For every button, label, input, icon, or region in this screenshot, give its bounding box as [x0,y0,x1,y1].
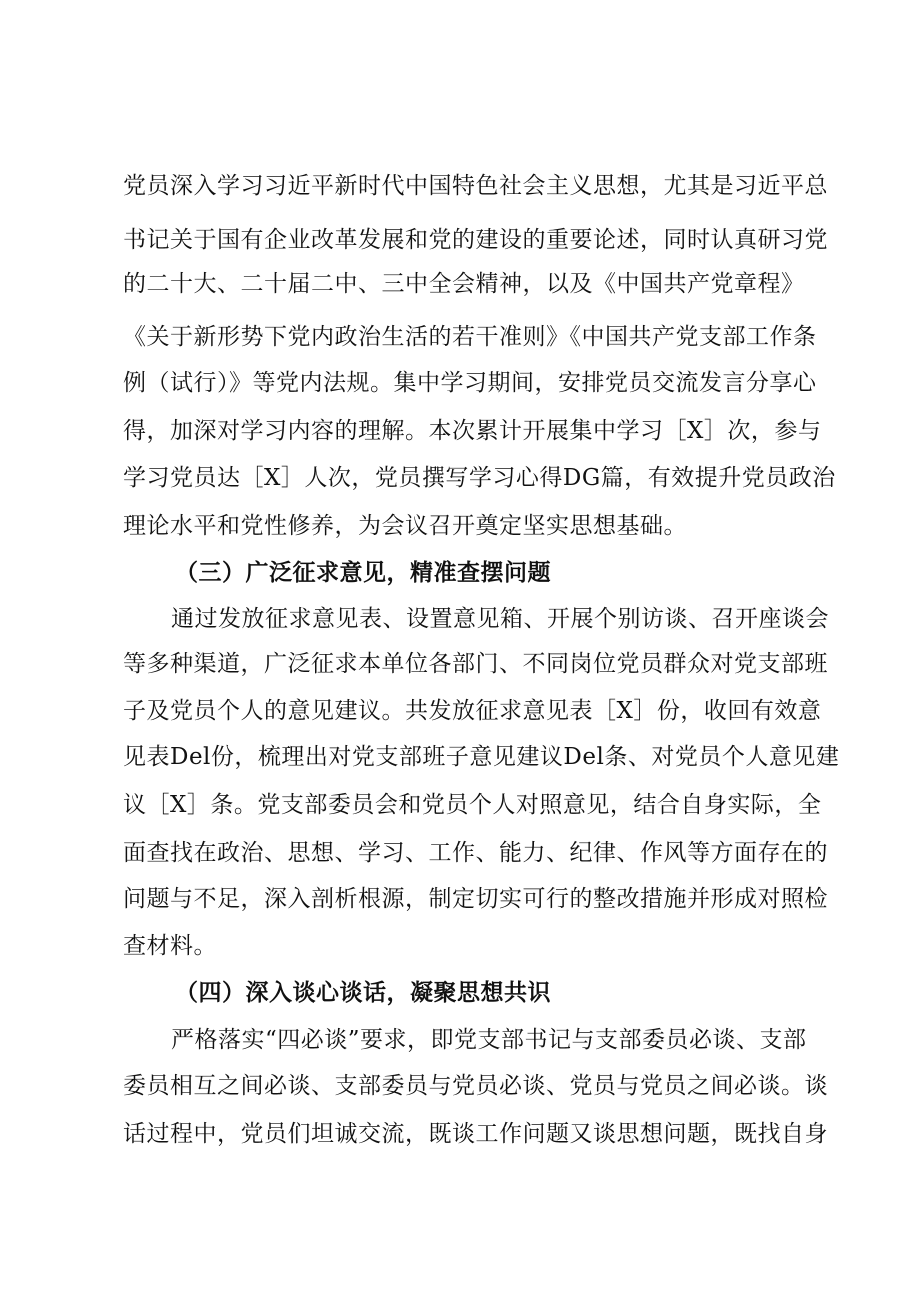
paragraph-line: 例（试行）》等党内法规。集中学习期间，安排党员交流发言分享心 [123,370,817,396]
paragraph-line: 子及党员个人的意见建议。共发放征求意见表［X］份，收回有效意 [123,698,822,724]
paragraph-line: 学习党员达［X］人次，党员撰写学习心得DG篇，有效提升党员政治 [123,465,836,491]
paragraph-line: 《关于新形势下党内政治生活的若干准则》《中国共产党支部工作条 [123,324,817,350]
paragraph-line: 理论水平和党性修养，为会议召开奠定坚实思想基础。 [123,513,687,539]
paragraph-line: 问题与不足，深入剖析根源，制定切实可行的整改措施并形成对照检 [123,886,828,912]
paragraph-line: 书记关于国有企业改革发展和党的建设的重要论述，同时认真研习党 [123,227,828,253]
paragraph-line: 严格落实“四必谈”要求，即党支部书记与支部委员必谈、支部 [171,1027,807,1053]
paragraph-line: 议［X］条。党支部委员会和党员个人对照意见，结合自身实际，全 [123,792,822,818]
section-heading: （三）广泛征求意见，精准查摆问题 [175,560,551,586]
paragraph-line: 党员深入学习习近平新时代中国特色社会主义思想，尤其是习近平总 [123,173,828,199]
paragraph-line: 查材料。 [123,933,217,959]
paragraph-line: 等多种渠道，广泛征求本单位各部门、不同岗位党员群众对党支部班 [123,651,828,677]
paragraph-line: 面查找在政治、思想、学习、工作、能力、纪律、作风等方面存在的 [123,840,828,866]
paragraph-line: 委员相互之间必谈、支部委员与党员必谈、党员与党员之间必谈。谈 [123,1073,828,1099]
paragraph-line: 话过程中，党员们坦诚交流，既谈工作问题又谈思想问题，既找自身 [123,1121,828,1147]
paragraph-line: 得，加深对学习内容的理解。本次累计开展集中学习［X］次，参与 [123,418,822,444]
paragraph-line: 的二十大、二十届二中、三中全会精神，以及《中国共产党章程》 [123,271,805,297]
paragraph-line: 见表Del份，梳理出对党支部班子意见建议Del条、对党员个人意见建 [123,744,840,770]
section-heading: （四）深入谈心谈话，凝聚思想共识 [175,980,551,1006]
paragraph-line: 通过发放征求意见表、设置意见箱、开展个别访谈、召开座谈会 [171,606,829,632]
